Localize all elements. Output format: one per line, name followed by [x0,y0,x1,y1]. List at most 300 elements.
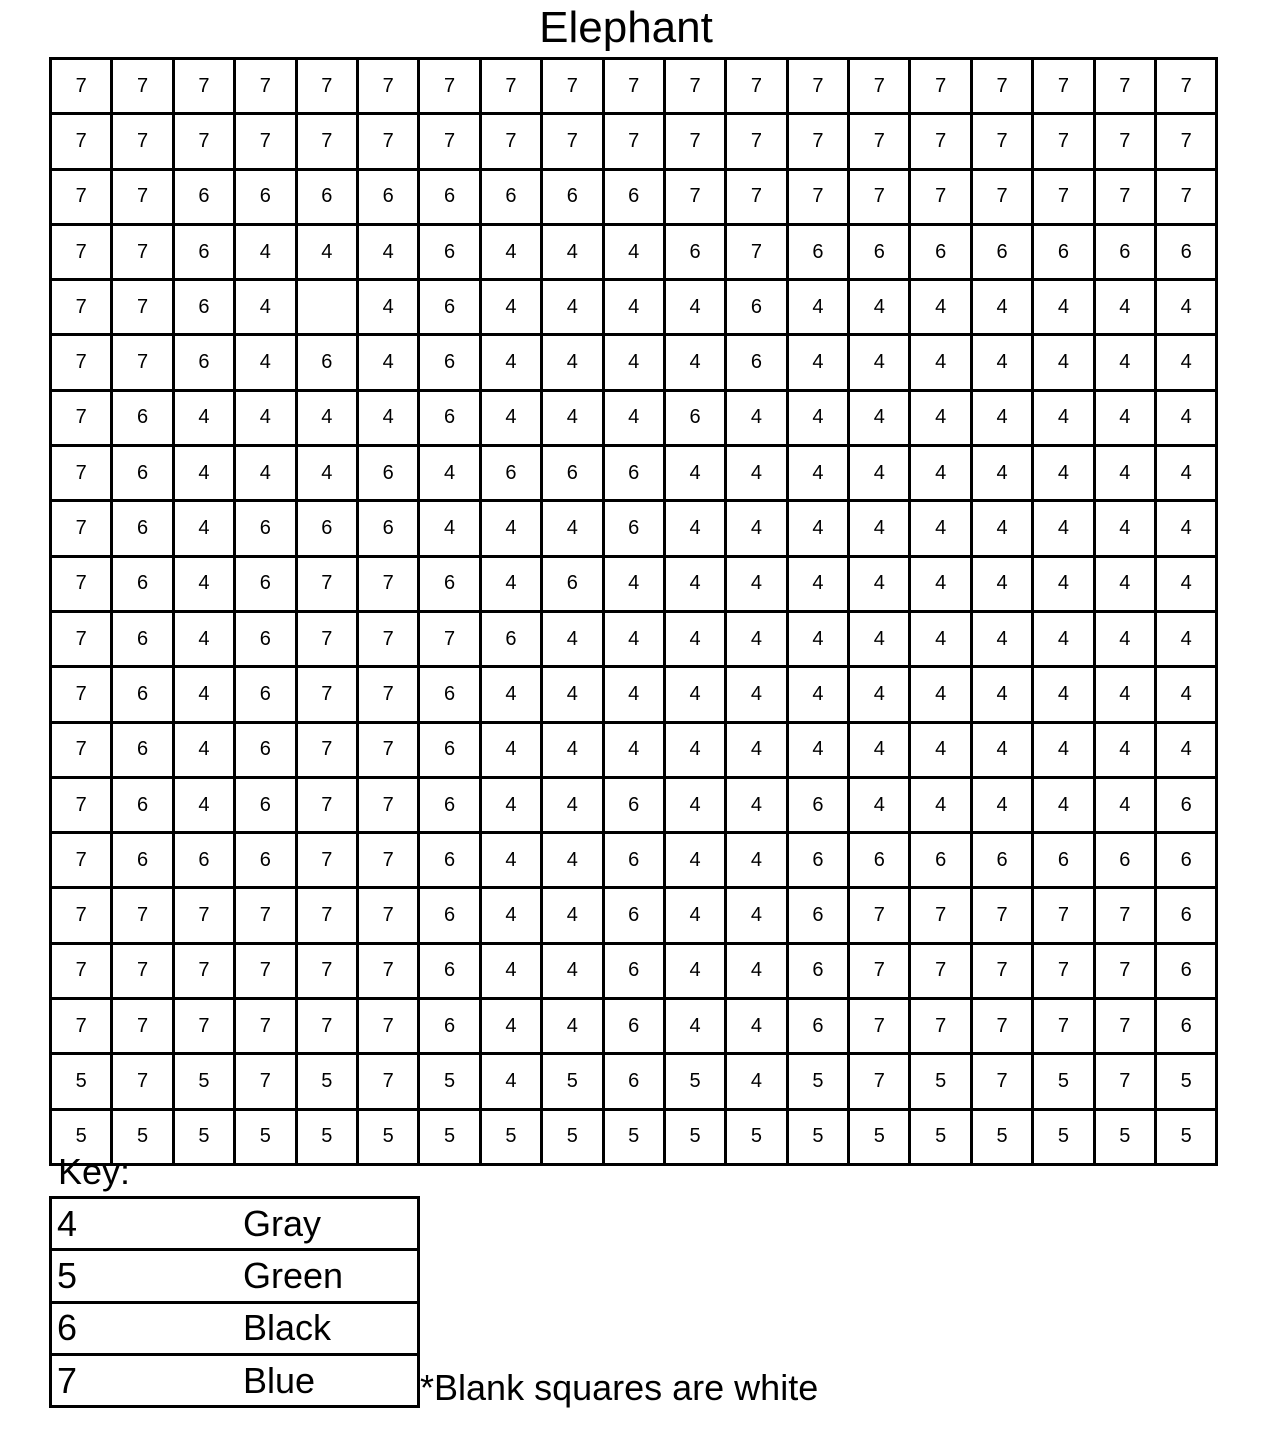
grid-cell: 7 [357,833,418,888]
grid-cell: 7 [235,999,296,1054]
grid-cell: 4 [787,446,848,501]
grid-cell: 5 [726,1109,787,1164]
grid-cell: 6 [419,777,480,832]
grid-cell: 4 [726,833,787,888]
grid-cell: 7 [173,943,234,998]
grid-cell: 4 [542,722,603,777]
grid-cell: 6 [112,722,173,777]
grid-cell: 4 [910,556,971,611]
grid-cell: 4 [603,335,664,390]
grid-cell: 6 [357,446,418,501]
grid-cell: 4 [603,667,664,722]
grid-cell: 4 [664,556,725,611]
grid-cell: 6 [235,722,296,777]
grid-cell: 7 [726,59,787,114]
grid-cell: 7 [51,114,112,169]
key-number: 6 [51,1302,244,1354]
grid-cell: 7 [173,114,234,169]
grid-cell: 4 [787,556,848,611]
grid-cell: 6 [1094,833,1155,888]
grid-cell: 6 [112,833,173,888]
grid-cell: 5 [173,1054,234,1109]
grid-cell: 7 [296,667,357,722]
grid-cell: 6 [603,777,664,832]
grid-cell: 7 [296,114,357,169]
grid-cell: 4 [542,888,603,943]
grid-row [51,777,1217,832]
grid-cell: 4 [664,280,725,335]
key-color: Black [243,1302,419,1354]
grid-cell: 7 [1033,943,1094,998]
grid-cell: 6 [787,833,848,888]
grid-cell: 6 [419,556,480,611]
grid-cell: 4 [971,446,1032,501]
grid-cell: 6 [112,556,173,611]
grid-cell: 7 [726,224,787,279]
grid-cell: 4 [173,722,234,777]
grid-cell: 6 [419,224,480,279]
grid-cell: 4 [235,390,296,445]
grid-cell: 7 [1094,999,1155,1054]
grid-cell: 7 [419,114,480,169]
grid-cell: 7 [296,999,357,1054]
grid-cell: 4 [849,667,910,722]
grid-cell: 4 [664,999,725,1054]
grid-row [51,1054,1217,1109]
grid-cell: 4 [787,335,848,390]
grid-cell: 7 [726,169,787,224]
grid-cell: 5 [787,1054,848,1109]
grid-cell: 5 [787,1109,848,1164]
grid-cell: 6 [235,777,296,832]
grid-cell: 7 [787,169,848,224]
grid-cell: 7 [849,999,910,1054]
grid-cell: 6 [112,446,173,501]
grid-cell: 7 [296,59,357,114]
grid-cell: 7 [971,59,1032,114]
grid-cell: 5 [542,1054,603,1109]
grid-cell: 4 [726,777,787,832]
grid-cell: 6 [542,446,603,501]
grid-cell: 5 [664,1054,725,1109]
grid-cell: 7 [1094,1054,1155,1109]
grid-cell: 7 [296,833,357,888]
grid-cell: 7 [849,888,910,943]
grid-cell: 4 [1156,722,1217,777]
grid-cell: 7 [971,943,1032,998]
grid-cell: 4 [1033,501,1094,556]
grid-cell: 6 [296,169,357,224]
key-color: Blue [243,1354,419,1406]
grid-cell: 6 [173,280,234,335]
grid-cell: 7 [357,114,418,169]
key-number: 4 [51,1198,244,1250]
grid-cell: 7 [235,1054,296,1109]
grid-cell: 7 [419,59,480,114]
grid-cell: 6 [542,556,603,611]
grid-cell: 4 [664,833,725,888]
grid-cell: 4 [603,722,664,777]
grid-cell: 4 [787,722,848,777]
grid-cell: 6 [357,169,418,224]
grid-cell: 7 [296,722,357,777]
grid-cell: 7 [603,59,664,114]
grid-cell: 5 [480,1109,541,1164]
grid-cell: 4 [971,335,1032,390]
grid-cell: 6 [419,667,480,722]
grid-cell: 7 [51,999,112,1054]
grid-cell: 6 [542,169,603,224]
grid-cell: 7 [173,59,234,114]
grid-cell: 4 [173,556,234,611]
grid-cell: 4 [664,722,725,777]
grid-cell: 4 [664,777,725,832]
grid-row [51,722,1217,777]
grid-cell: 4 [910,390,971,445]
grid-cell: 5 [173,1109,234,1164]
grid-cell: 4 [173,501,234,556]
grid-cell: 4 [1094,777,1155,832]
grid-cell: 4 [910,280,971,335]
grid-cell: 4 [480,280,541,335]
grid-cell: 4 [1094,556,1155,611]
grid-row [51,114,1217,169]
grid-cell: 6 [787,777,848,832]
grid-cell: 4 [664,888,725,943]
grid-cell: 6 [235,667,296,722]
grid-cell: 7 [112,999,173,1054]
grid-cell: 6 [112,667,173,722]
grid-cell: 4 [480,224,541,279]
grid-cell: 7 [51,501,112,556]
grid-cell: 4 [787,390,848,445]
grid-cell: 4 [910,335,971,390]
grid-cell: 4 [849,280,910,335]
grid-cell: 5 [357,1109,418,1164]
grid-cell: 6 [664,390,725,445]
grid-cell: 6 [112,390,173,445]
grid-cell: 5 [603,1109,664,1164]
grid-cell: 4 [971,722,1032,777]
grid-cell: 6 [664,224,725,279]
grid-cell: 7 [296,888,357,943]
grid-cell: 6 [173,833,234,888]
grid-cell: 7 [357,722,418,777]
key-number: 5 [51,1250,244,1302]
grid-row [51,335,1217,390]
grid-cell: 4 [603,611,664,666]
grid-cell: 4 [664,667,725,722]
grid-cell: 6 [112,777,173,832]
grid-cell: 7 [357,667,418,722]
grid-cell: 5 [235,1109,296,1164]
grid-cell: 4 [1033,335,1094,390]
grid-cell: 4 [357,280,418,335]
grid-cell: 4 [726,722,787,777]
grid-cell: 4 [542,280,603,335]
grid-cell: 6 [235,169,296,224]
grid-cell: 6 [1156,999,1217,1054]
grid-cell: 7 [664,114,725,169]
grid-cell: 7 [480,59,541,114]
grid-cell [296,280,357,335]
grid-cell: 4 [173,667,234,722]
grid-cell: 7 [910,59,971,114]
grid-cell: 4 [480,390,541,445]
grid-cell: 4 [971,777,1032,832]
key-color: Gray [243,1198,419,1250]
grid-cell: 4 [480,722,541,777]
grid-cell: 7 [51,888,112,943]
grid-cell: 4 [971,501,1032,556]
grid-cell: 4 [726,556,787,611]
grid-cell: 5 [542,1109,603,1164]
grid-cell: 7 [971,1054,1032,1109]
grid-cell: 7 [480,114,541,169]
grid-cell: 4 [357,335,418,390]
grid-cell: 4 [664,335,725,390]
grid-cell: 4 [726,999,787,1054]
grid-cell: 6 [235,611,296,666]
grid-cell: 6 [787,943,848,998]
grid-cell: 4 [849,390,910,445]
grid-cell: 6 [1094,224,1155,279]
grid-cell: 6 [849,224,910,279]
grid-cell: 4 [849,446,910,501]
grid-cell: 7 [910,999,971,1054]
grid-cell: 4 [1033,722,1094,777]
grid-cell: 5 [1156,1054,1217,1109]
grid-cell: 4 [787,667,848,722]
grid-cell: 5 [419,1109,480,1164]
grid-cell: 4 [1156,556,1217,611]
grid-cell: 7 [235,114,296,169]
grid-cell: 4 [173,611,234,666]
grid-cell: 6 [419,280,480,335]
grid-cell: 4 [726,943,787,998]
grid-cell: 7 [1033,999,1094,1054]
grid-cell: 6 [419,169,480,224]
grid-cell: 4 [480,888,541,943]
grid-cell: 5 [910,1054,971,1109]
grid-row [51,943,1217,998]
grid-cell: 6 [235,501,296,556]
grid-cell: 4 [173,777,234,832]
grid-cell: 4 [787,611,848,666]
grid-cell: 5 [1156,1109,1217,1164]
grid-cell: 4 [849,722,910,777]
grid-cell: 6 [1033,224,1094,279]
grid-cell: 7 [357,611,418,666]
grid-cell: 4 [235,224,296,279]
grid-cell: 4 [542,611,603,666]
grid-cell: 6 [480,169,541,224]
grid-row [51,224,1217,279]
grid-cell: 7 [849,59,910,114]
grid-cell: 6 [1156,777,1217,832]
grid-cell: 7 [51,390,112,445]
grid-cell: 7 [51,943,112,998]
grid-cell: 4 [1094,280,1155,335]
grid-cell: 5 [849,1109,910,1164]
grid-cell: 7 [419,611,480,666]
grid-cell: 4 [664,446,725,501]
grid-cell: 7 [51,777,112,832]
grid-cell: 7 [1094,169,1155,224]
grid-cell: 7 [51,224,112,279]
grid-cell: 7 [235,888,296,943]
grid-cell: 7 [1033,59,1094,114]
grid-cell: 4 [542,667,603,722]
grid-cell: 7 [1094,943,1155,998]
grid-cell: 4 [296,446,357,501]
grid-cell: 4 [910,722,971,777]
grid-cell: 5 [51,1054,112,1109]
grid-cell: 4 [480,1054,541,1109]
grid-cell: 7 [51,280,112,335]
grid-cell: 4 [1094,611,1155,666]
grid-cell: 7 [51,722,112,777]
grid-cell: 7 [1094,59,1155,114]
grid-cell: 4 [357,224,418,279]
grid-cell: 5 [112,1109,173,1164]
grid-cell: 4 [1094,446,1155,501]
key-number: 7 [51,1354,244,1406]
grid-cell: 6 [1033,833,1094,888]
grid-cell: 6 [173,169,234,224]
grid-cell: 4 [849,777,910,832]
grid-cell: 4 [910,667,971,722]
grid-cell: 4 [1156,446,1217,501]
page-title: Elephant [539,3,713,52]
grid-cell: 4 [726,446,787,501]
grid-cell: 7 [664,59,725,114]
key-row [51,1250,419,1302]
grid-cell: 7 [173,888,234,943]
grid-cell: 6 [603,833,664,888]
grid-cell: 4 [971,556,1032,611]
key-row [51,1302,419,1354]
grid-cell: 4 [419,446,480,501]
grid-cell: 7 [542,59,603,114]
grid-cell: 6 [603,999,664,1054]
grid-cell: 6 [603,501,664,556]
grid-cell: 6 [787,224,848,279]
grid-cell: 6 [419,722,480,777]
grid-cell: 7 [112,1054,173,1109]
grid-cell: 4 [971,611,1032,666]
grid-cell: 4 [542,335,603,390]
grid-cell: 7 [51,667,112,722]
grid-cell: 4 [480,943,541,998]
grid-cell: 6 [235,833,296,888]
grid-row [51,390,1217,445]
grid-cell: 7 [542,114,603,169]
grid-cell: 4 [910,446,971,501]
grid-cell: 7 [296,943,357,998]
grid-cell: 4 [235,335,296,390]
grid-cell: 7 [51,335,112,390]
grid-cell: 4 [787,501,848,556]
grid-cell: 7 [357,59,418,114]
grid-cell: 4 [1033,777,1094,832]
grid-cell: 6 [419,833,480,888]
grid-cell: 7 [296,556,357,611]
grid-cell: 5 [419,1054,480,1109]
grid-cell: 7 [112,224,173,279]
grid-cell: 4 [971,280,1032,335]
grid-cell: 4 [1156,611,1217,666]
grid-cell: 4 [1094,390,1155,445]
grid-cell: 7 [971,114,1032,169]
grid-cell: 7 [726,114,787,169]
grid-cell: 6 [112,501,173,556]
grid-cell: 4 [726,667,787,722]
grid-cell: 6 [603,1054,664,1109]
grid-cell: 4 [787,280,848,335]
key-row [51,1198,419,1250]
grid-cell: 4 [480,501,541,556]
grid-cell: 5 [910,1109,971,1164]
grid-cell: 7 [357,943,418,998]
key-label: Key: [58,1151,131,1192]
grid-row [51,611,1217,666]
grid-cell: 4 [1033,280,1094,335]
grid-cell: 4 [480,335,541,390]
grid-row [51,59,1217,114]
grid-cell: 5 [296,1054,357,1109]
grid-cell: 5 [1033,1054,1094,1109]
grid-cell: 4 [664,611,725,666]
grid-cell: 6 [419,888,480,943]
grid-cell: 6 [787,999,848,1054]
grid-row [51,888,1217,943]
grid-row [51,833,1217,888]
grid-cell: 4 [1156,501,1217,556]
grid-cell: 4 [542,224,603,279]
grid-cell: 4 [1094,501,1155,556]
grid-cell: 4 [1094,722,1155,777]
grid-cell: 7 [51,556,112,611]
grid-cell: 6 [1156,888,1217,943]
grid-cell: 6 [726,335,787,390]
grid-cell: 6 [971,833,1032,888]
grid-cell: 4 [971,390,1032,445]
grid-cell: 4 [235,280,296,335]
grid-cell: 4 [1156,390,1217,445]
grid-cell: 4 [480,999,541,1054]
grid-cell: 4 [542,943,603,998]
grid-cell: 6 [971,224,1032,279]
grid-cell: 6 [235,556,296,611]
color-key-table [49,1196,420,1408]
grid-cell: 7 [849,1054,910,1109]
grid-cell: 7 [51,169,112,224]
grid-row [51,556,1217,611]
grid-cell: 7 [357,1054,418,1109]
grid-cell: 6 [357,501,418,556]
grid-cell: 4 [726,390,787,445]
grid-cell: 6 [603,943,664,998]
grid-cell: 4 [1094,335,1155,390]
number-grid [49,57,1218,1166]
grid-cell: 4 [603,556,664,611]
grid-cell: 7 [910,943,971,998]
grid-cell: 4 [664,943,725,998]
grid-cell: 6 [173,224,234,279]
grid-cell: 4 [542,833,603,888]
grid-cell: 4 [1033,667,1094,722]
